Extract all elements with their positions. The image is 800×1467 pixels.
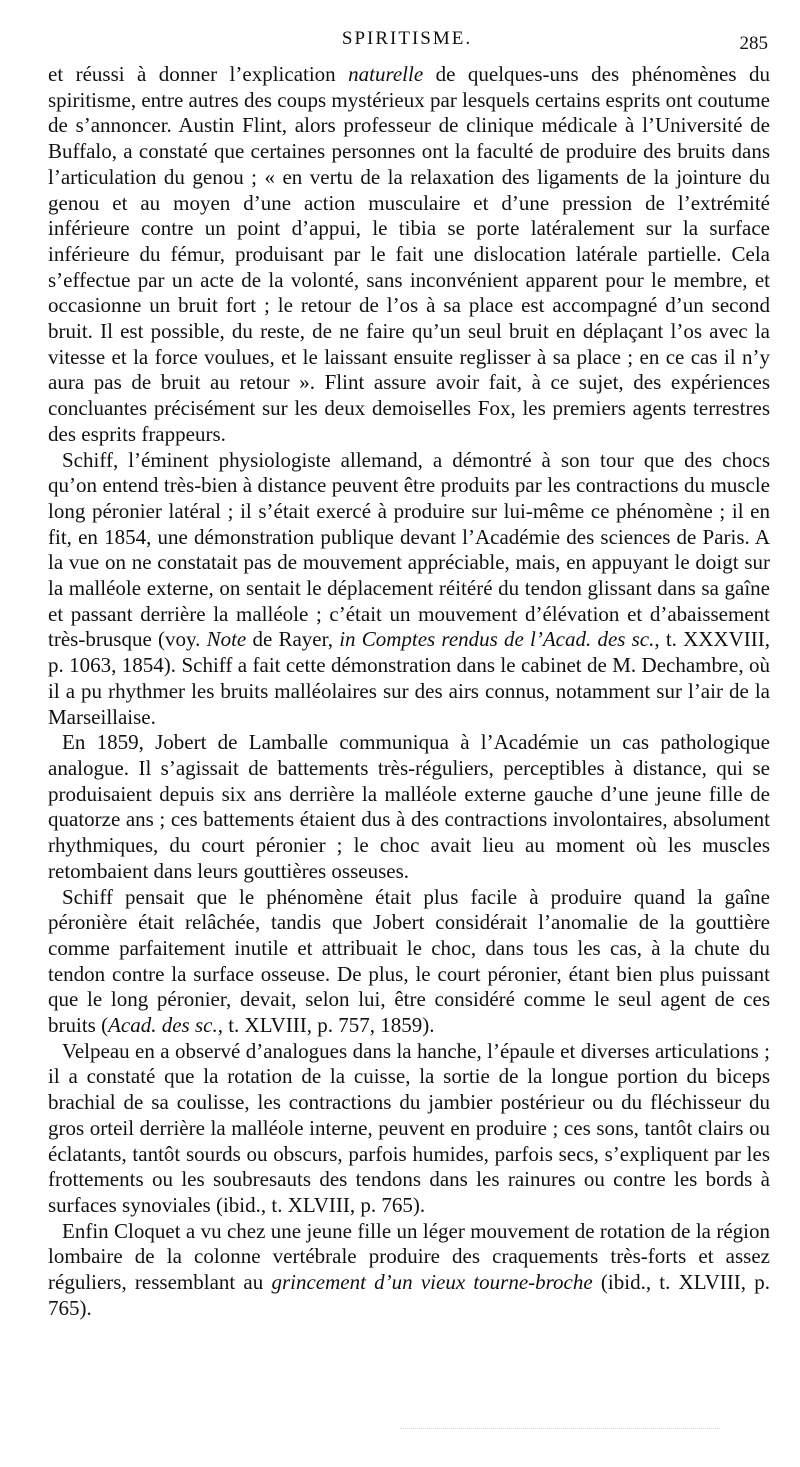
italic-text-span: in Comptes rendus de l’Acad. des sc. <box>339 627 655 652</box>
paragraph-velpeau <box>48 1039 770 1219</box>
text-span: Schiff pensait que le phénomène était plus facile à produire quand la gaîne péronière était relâchée, tandis que Jobert considérait l’anomalie de la gouttière comme parfaitement inutile et attribuait le choc, dans tous les cas, à la chute du tendon contre la surface osseuse. De plus, le court péronier, étant bien plus puissant que le long péronier, devait, selon lui, être considéré comme le seul agent de ces bruits ( <box>48 884 770 1038</box>
text-span: En 1859, Jobert de Lamballe communiqua à l’Académie un cas pathologique analogue. Il s’agissait de battements très-réguliers, perceptibles à distance, qui se produisaient depuis six ans derrière la malléole externe gauche d’une jeune fille de quatorze ans ; ces battements étaient dus à des contractions involontaires, absolument rhythmiques, du court péronier ; le choc avait lieu au moment où les muscles retombaient dans leurs gouttières osseuses. <box>48 730 770 883</box>
page-number: 285 <box>739 33 768 54</box>
italic-text-span: naturelle <box>348 62 424 86</box>
paragraph-schiff <box>48 448 770 731</box>
scan-artifact-divider <box>400 1428 720 1433</box>
paragraph-jobert <box>48 730 770 884</box>
italic-text-span: Note <box>206 627 247 652</box>
text-span: (ibid., t. XLVIII, p. 765). <box>48 1270 770 1320</box>
running-header <box>46 28 768 58</box>
paragraph-cloquet <box>48 1219 770 1322</box>
italic-text-span: Acad. des sc. <box>108 1013 218 1038</box>
text-span: de Rayer, <box>246 627 340 652</box>
text-span: Enfin Cloquet a vu chez une jeune fille un léger mouvement de rotation de la région lombaire de la colonne vertébrale produire des craquements très-forts et assez réguliers, ressemblant au <box>48 1218 770 1295</box>
text-body <box>48 62 770 1321</box>
text-span: et réussi à donner l’explication <box>48 62 349 86</box>
text-span: de quelques-uns des phénomènes du spiritisme, entre autres des coups mystérieux par lesquels certains esprits ont coutume de s’annoncer. Austin Flint, alors professeur de clinique médicale à l’Université de Buffalo, a constaté que certaines personnes ont la faculté de produire des bruits dans l’articulation du genou ; « en vertu de la relaxation des ligaments de la jointure du genou et au moyen d’une action musculaire et d’une pression de l’extrémité inférieure contre un point d’appui, le tibia se porte latéralement sur la surface inférieure du fémur, produisant par le fait une dislocation latérale partielle. Cela s’effectue par un acte de la volonté, sans inconvénient apparent pour le membre, et occasionne un bruit fort ; le retour de l’os à sa place est accompagné d’un second bruit. Il est possible, du reste, de ne faire qu’un seul bruit en déplaçant l’os avec la vitesse et la force voulues, et le laissant ensuite reglisser à sa place ; en ce cas il n’y aura pas de bruit au retour ». Flint assure avoir fait, à ce sujet, des expériences concluantes précisément sur les deux demoiselles Fox, les premiers agents terrestres des esprits frappeurs. <box>48 62 770 446</box>
text-span: Velpeau en a observé d’analogues dans la hanche, l’épaule et diverses articulations ; il a constaté que la rotation de la cuisse, la sortie de la longue portion du biceps brachial de sa coulisse, les contractions du jambier postérieur ou du fléchisseur du gros orteil derrière la malléole interne, peuvent en produire ; ces sons, tantôt clairs ou éclatants, tantôt sourds ou obscurs, parfois humides, parfois secs, s’expliquent par les frottements ou les soubresauts des tendons dans les rainures ou contre les bords à surfaces synoviales (ibid., t. XLVIII, p. 765). <box>48 1038 770 1217</box>
paragraph-austin-flint <box>48 62 770 448</box>
text-span: , t. XXXVIII, p. 1063, 1854). Schiff a fait cette démonstration dans le cabinet de M. Dechambre, où il a pu rhythmer les bruits malléolaires sur des airs connus, notamment sur l’air de la Marseillaise. <box>48 627 770 729</box>
italic-text-span: grincement d’un vieux tourne-broche <box>271 1270 593 1295</box>
text-span: Schiff, l’éminent physiologiste allemand, a démontré à son tour que des chocs qu’on entend très-bien à distance peuvent être produits par les contractions du muscle long péronier latéral ; il s’était exercé à produire sur lui-même ce phénomène ; il en fit, en 1854, une démonstration publique devant l’Académie des sciences de Paris. A la vue on ne constatait pas de mouvement appréciable, mais, en appuyant le doigt sur la malléole externe, on sentait le déplacement réitéré du tendon glissant dans sa gaîne et passant derrière la malléole ; c’était un mouvement d’élévation et d’abaissement très-brusque (voy. <box>48 447 770 652</box>
paragraph-schiff-jobert <box>48 885 770 1039</box>
text-span: , t. XLVIII, p. 757, 1859). <box>217 1013 435 1038</box>
running-title: SPIRITISME. <box>341 28 473 49</box>
